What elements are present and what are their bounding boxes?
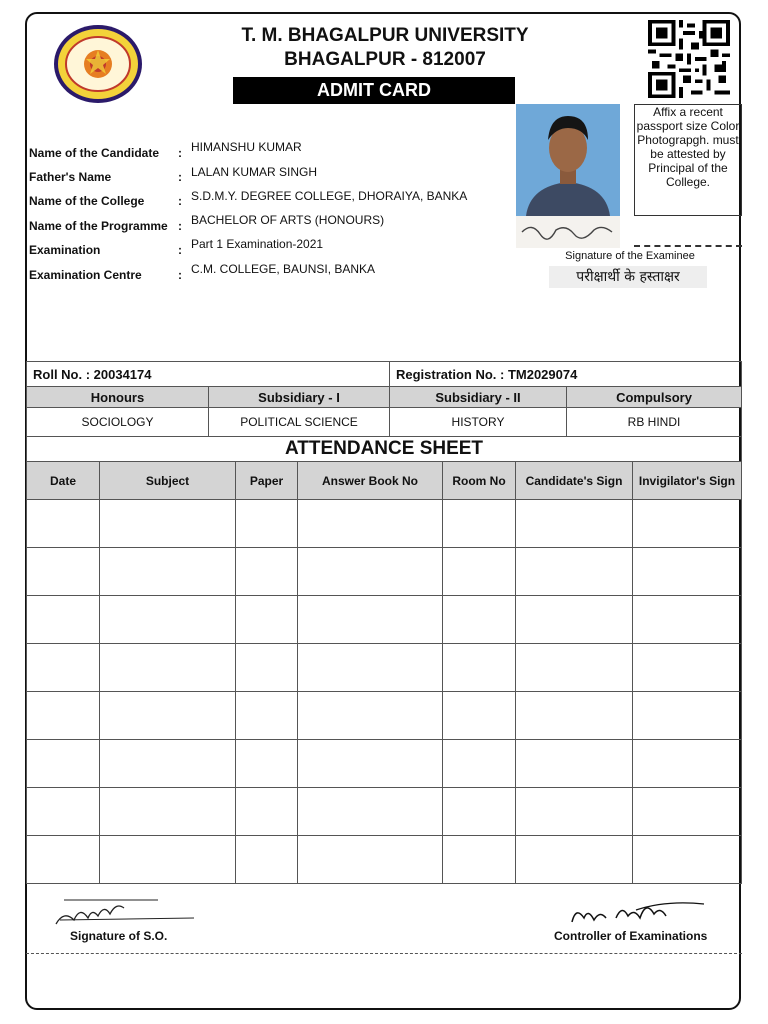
subjects-value-row	[27, 408, 742, 437]
value-honours: SOCIOLOGY	[27, 408, 209, 437]
attendance-cell	[100, 500, 236, 548]
attendance-row	[27, 596, 742, 644]
attendance-cell	[443, 548, 516, 596]
so-signature-image	[54, 896, 196, 926]
detail-label-programme: Name of the Programme	[29, 219, 168, 233]
attendance-cell	[443, 836, 516, 884]
attendance-cell	[298, 548, 443, 596]
attendance-header-answer-book: Answer Book No	[298, 462, 443, 500]
attendance-cell	[27, 836, 100, 884]
detail-value-college: S.D.M.Y. DEGREE COLLEGE, DHORAIYA, BANKA	[191, 189, 468, 203]
examinee-signature-label: Signature of the Examinee	[565, 250, 695, 262]
attendance-cell	[633, 548, 742, 596]
candidate-photo	[516, 104, 620, 248]
attendance-cell	[443, 692, 516, 740]
so-signature-label: Signature of S.O.	[70, 929, 168, 943]
attendance-cell	[633, 740, 742, 788]
attendance-cell	[27, 644, 100, 692]
detail-colon: :	[178, 219, 182, 233]
attendance-cell	[236, 644, 298, 692]
attendance-cell	[27, 788, 100, 836]
attendance-cell	[100, 788, 236, 836]
detail-value-programme: BACHELOR OF ARTS (HONOURS)	[191, 213, 385, 227]
detail-colon: :	[178, 268, 182, 282]
roll-number: Roll No. : 20034174	[27, 362, 390, 387]
attendance-row	[27, 644, 742, 692]
detail-label-college: Name of the College	[29, 194, 145, 208]
attendance-cell	[633, 596, 742, 644]
attendance-cell	[443, 788, 516, 836]
attendance-cell	[236, 836, 298, 884]
attendance-cell	[516, 596, 633, 644]
subjects-header-row	[27, 387, 742, 408]
attendance-cell	[100, 740, 236, 788]
attendance-cell	[100, 692, 236, 740]
attendance-row	[27, 740, 742, 788]
attendance-cell	[100, 596, 236, 644]
detail-colon: :	[178, 243, 182, 257]
attendance-cell	[443, 596, 516, 644]
qr-code	[648, 20, 730, 98]
attendance-cell	[633, 692, 742, 740]
attendance-cell	[298, 788, 443, 836]
attendance-header-subject: Subject	[100, 462, 236, 500]
attendance-header-row	[27, 462, 742, 500]
attendance-header-room: Room No	[443, 462, 516, 500]
value-subsidiary-2: HISTORY	[390, 408, 567, 437]
attendance-cell	[236, 500, 298, 548]
header-subsidiary-1: Subsidiary - I	[209, 387, 390, 408]
attendance-cell	[236, 596, 298, 644]
attendance-header-date: Date	[27, 462, 100, 500]
attendance-cell	[443, 500, 516, 548]
attendance-cell	[27, 692, 100, 740]
value-subsidiary-1: POLITICAL SCIENCE	[209, 408, 390, 437]
detail-colon: :	[178, 170, 182, 184]
attendance-cell	[516, 788, 633, 836]
attendance-row	[27, 836, 742, 884]
attendance-cell	[298, 836, 443, 884]
registration-number: Registration No. : TM2029074	[390, 362, 742, 387]
attendance-cell	[298, 596, 443, 644]
detail-value-candidate: HIMANSHU KUMAR	[191, 140, 302, 154]
attendance-sheet-title: ATTENDANCE SHEET	[26, 437, 742, 461]
attendance-cell	[443, 740, 516, 788]
attendance-cell	[27, 500, 100, 548]
attendance-header-candidate-sign: Candidate's Sign	[516, 462, 633, 500]
attendance-row	[27, 692, 742, 740]
attendance-cell	[298, 692, 443, 740]
attendance-cell	[516, 836, 633, 884]
detail-value-centre: C.M. COLLEGE, BAUNSI, BANKA	[191, 262, 376, 276]
attendance-cell	[298, 644, 443, 692]
detail-colon: :	[178, 194, 182, 208]
attendance-cell	[516, 548, 633, 596]
attendance-cell	[236, 692, 298, 740]
attendance-cell	[236, 740, 298, 788]
attendance-cell	[100, 644, 236, 692]
university-name: T. M. BHAGALPUR UNIVERSITY	[241, 25, 529, 46]
admit-card-title: ADMIT CARD	[233, 77, 515, 104]
detail-label-centre: Examination Centre	[29, 268, 142, 282]
detail-label-examination: Examination	[29, 243, 101, 257]
attendance-cell	[633, 836, 742, 884]
examinee-signature-hindi: परीक्षार्थी के हस्ताक्षर	[549, 266, 707, 288]
university-seal-logo	[52, 23, 144, 105]
detail-label-candidate: Name of the Candidate	[29, 146, 160, 160]
attendance-row	[27, 788, 742, 836]
attendance-header-invigilator-sign: Invigilator's Sign	[633, 462, 742, 500]
attendance-cell	[633, 500, 742, 548]
attendance-cell	[27, 596, 100, 644]
attendance-cell	[100, 836, 236, 884]
attendance-cell	[100, 548, 236, 596]
university-title	[200, 24, 570, 72]
controller-signature-label: Controller of Examinations	[554, 929, 708, 943]
header-subsidiary-2: Subsidiary - II	[390, 387, 567, 408]
cut-line	[26, 953, 742, 954]
attendance-cell	[298, 500, 443, 548]
attendance-cell	[236, 788, 298, 836]
header-compulsory: Compulsory	[567, 387, 742, 408]
attendance-cell	[633, 788, 742, 836]
detail-value-father: LALAN KUMAR SINGH	[191, 165, 318, 179]
roll-row	[27, 362, 742, 387]
value-compulsory: RB HINDI	[567, 408, 742, 437]
detail-value-examination: Part 1 Examination-2021	[191, 237, 324, 251]
attendance-row	[27, 500, 742, 548]
attendance-header-paper: Paper	[236, 462, 298, 500]
detail-label-father: Father's Name	[29, 170, 112, 184]
controller-signature-image	[566, 896, 706, 926]
attendance-table	[26, 461, 742, 884]
attendance-cell	[298, 740, 443, 788]
attendance-cell	[27, 740, 100, 788]
attendance-cell	[236, 548, 298, 596]
attendance-cell	[443, 644, 516, 692]
attendance-cell	[633, 644, 742, 692]
subjects-table	[26, 361, 742, 437]
photo-attestation-note: Affix a recent passport size Color Photograpgh. must be attested by Principal of the College.	[634, 104, 742, 216]
attendance-cell	[516, 644, 633, 692]
attendance-cell	[516, 692, 633, 740]
detail-colon: :	[178, 146, 182, 160]
university-city: BHAGALPUR - 812007	[284, 49, 486, 70]
attendance-row	[27, 548, 742, 596]
header-honours: Honours	[27, 387, 209, 408]
attendance-cell	[516, 500, 633, 548]
examinee-signature-line	[634, 245, 742, 247]
attendance-cell	[27, 548, 100, 596]
attendance-cell	[516, 740, 633, 788]
